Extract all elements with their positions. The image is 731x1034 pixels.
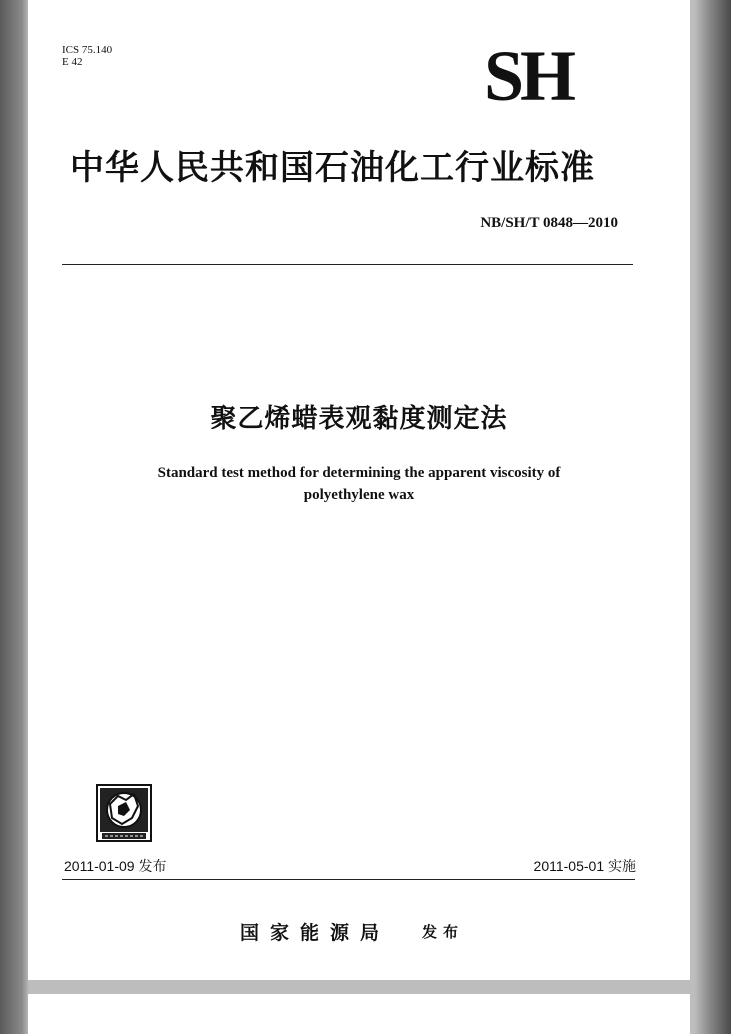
standard-number: NB/SH/T 0848—2010 (480, 215, 618, 231)
chinese-title: 聚乙烯蜡表观黏度测定法 (210, 404, 508, 434)
english-title-line-1: Standard test method for determining the apparent viscosity of (157, 465, 561, 481)
issuing-authority: 国家能源局 (240, 922, 391, 944)
document-page (28, 0, 690, 980)
top-divider (62, 264, 633, 265)
sh-logo: SH (484, 36, 573, 116)
publish-date: 2011-01-09 发布 (64, 858, 167, 874)
next-page-edge (28, 994, 690, 1034)
issue-label: 发布 (422, 923, 465, 941)
ics-code: ICS 75.140 (62, 44, 113, 56)
english-title-line-2: polyethylene wax (303, 487, 415, 503)
bottom-divider (62, 879, 635, 880)
classification-codes (62, 44, 112, 68)
standard-category-title: 中华人民共和国石油化工行业标准 (70, 148, 595, 188)
publisher-seal-icon (96, 784, 152, 842)
implementation-date: 2011-05-01 实施 (533, 858, 636, 874)
english-title (88, 462, 630, 506)
ccs-code: E 42 (62, 56, 83, 68)
